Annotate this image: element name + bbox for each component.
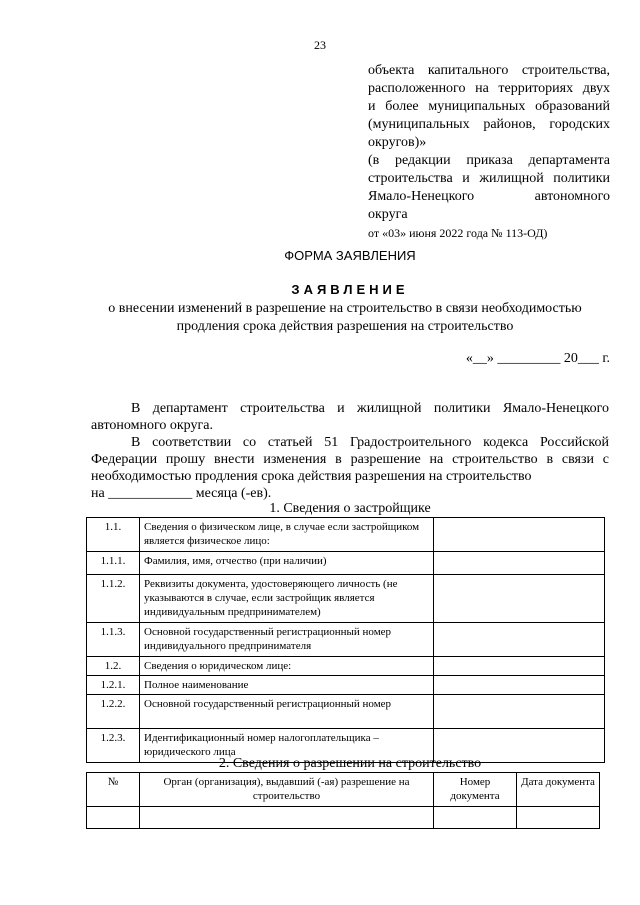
body-text (91, 400, 609, 502)
value-cell[interactable] (434, 695, 605, 729)
table-row (87, 807, 600, 829)
row-label: Полное наименование (140, 676, 434, 695)
row-label: Реквизиты документа, удостоверяющего личность (не указываются в случае, если застройщик является индивидуальным предпринимателем) (140, 575, 434, 623)
row-label: Сведения о физическом лице, в случае если застройщиком является физическое лицо: (140, 518, 434, 552)
table-row (87, 676, 605, 695)
body-paragraph: на ____________ месяца (-ев). (91, 486, 272, 501)
value-cell[interactable] (434, 518, 605, 552)
header-line: строительства и жилищной политики (368, 171, 610, 186)
column-header: Дата документа (517, 773, 600, 807)
table-row (87, 575, 605, 623)
header-line: (в редакции приказа департамента (368, 153, 610, 168)
row-label: Основной государственный регистрационный номер индивидуального предпринимателя (140, 623, 434, 657)
column-header: № (87, 773, 140, 807)
table-row (87, 623, 605, 657)
table-row (87, 657, 605, 676)
permit-info-table (86, 772, 600, 829)
value-cell[interactable] (434, 676, 605, 695)
table-header-row (87, 773, 600, 807)
date-line: «__» _________ 20___ г. (465, 351, 610, 366)
header-line: расположенного на территориях двух (368, 81, 610, 96)
document-subtitle: о внесении изменений в разрешение на строительство в связи необходимостью продления срока действия разрешения на строительство (108, 301, 582, 334)
column-header: Орган (организация), выдавший (-ая) разрешение на строительство (140, 773, 434, 807)
document-header (368, 62, 610, 242)
value-cell[interactable] (434, 552, 605, 575)
row-label: Фамилия, имя, отчество (при наличии) (140, 552, 434, 575)
header-date: от «03» июня 2022 года № 113-ОД) (368, 226, 548, 240)
header-line: объекта капитального строительства, (368, 63, 610, 78)
value-cell[interactable] (517, 807, 600, 829)
value-cell[interactable] (140, 807, 434, 829)
row-number: 1.2.1. (87, 676, 140, 695)
header-line: округов)» (368, 135, 427, 150)
row-number: 1.1.1. (87, 552, 140, 575)
table-row (87, 518, 605, 552)
form-title: ФОРМА ЗАЯВЛЕНИЯ (284, 248, 416, 263)
row-number: 1.1.2. (87, 575, 140, 623)
value-cell[interactable] (434, 807, 517, 829)
row-label: Идентификационный номер налогоплательщика – юридического лица (140, 729, 434, 763)
section2-title: 2. Сведения о разрешении на строительство (218, 756, 482, 771)
document-heading: ЗАЯВЛЕНИЕ (291, 282, 409, 297)
body-paragraph: В департамент строительства и жилищной политики Ямало-Ненецкого автономного округа. (91, 401, 609, 433)
value-cell[interactable] (434, 575, 605, 623)
header-line: (муниципальных районов, городских (368, 117, 610, 132)
page-number: 23 (314, 38, 326, 52)
header-line: Ямало-Ненецкого автономного (368, 189, 610, 204)
row-number: 1.1.3. (87, 623, 140, 657)
value-cell[interactable] (434, 657, 605, 676)
row-number: 1.2.2. (87, 695, 140, 729)
column-header: Номер документа (434, 773, 517, 807)
table-row (87, 552, 605, 575)
row-label: Основной государственный регистрационный номер (140, 695, 434, 729)
value-cell[interactable] (87, 807, 140, 829)
section1-title: 1. Сведения о застройщике (269, 501, 431, 516)
value-cell[interactable] (434, 623, 605, 657)
row-number: 1.2. (87, 657, 140, 676)
row-label: Сведения о юридическом лице: (140, 657, 434, 676)
developer-info-table (86, 517, 605, 763)
header-line: и более муниципальных образований (368, 99, 610, 114)
header-line: округа (368, 207, 408, 222)
table-row (87, 695, 605, 729)
row-number: 1.1. (87, 518, 140, 552)
row-number: 1.2.3. (87, 729, 140, 763)
body-paragraph: В соответствии со статьей 51 Градостроительного кодекса Российской Федерации прошу внести изменения в разрешение на строительство в связи с необходимостью продления срока действия разрешения на строительство (91, 435, 609, 484)
